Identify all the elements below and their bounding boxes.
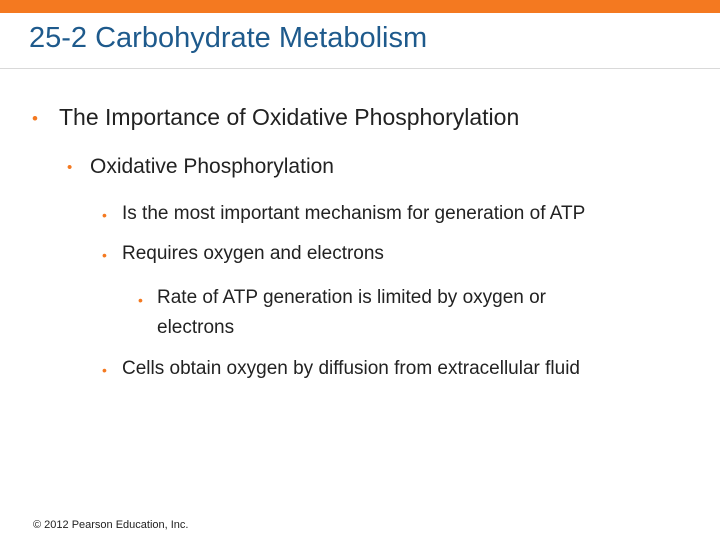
slide-title: 25-2 Carbohydrate Metabolism (29, 22, 428, 54)
top-accent-bar (0, 0, 720, 13)
copyright-notice: © 2012 Pearson Education, Inc. (33, 519, 189, 531)
title-divider (0, 68, 720, 69)
bullet-text: Requires oxygen and electrons (122, 243, 384, 264)
bullet-text: Rate of ATP generation is limited by oxygen or electrons (157, 287, 547, 338)
bullet-text: Oxidative Phosphorylation (90, 155, 334, 178)
bullet-text: The Importance of Oxidative Phosphorylation (59, 104, 520, 130)
bullet-icon: • (67, 159, 73, 176)
bullet-icon: • (102, 247, 107, 263)
bullet-text: Cells obtain oxygen by diffusion from extracellular fluid (122, 358, 580, 379)
bullet-icon: • (138, 292, 143, 308)
bullet-text: Is the most important mechanism for generation of ATP (122, 203, 586, 224)
bullet-icon: • (102, 362, 107, 378)
bullet-icon: • (102, 207, 107, 223)
bullet-icon: • (32, 109, 38, 128)
